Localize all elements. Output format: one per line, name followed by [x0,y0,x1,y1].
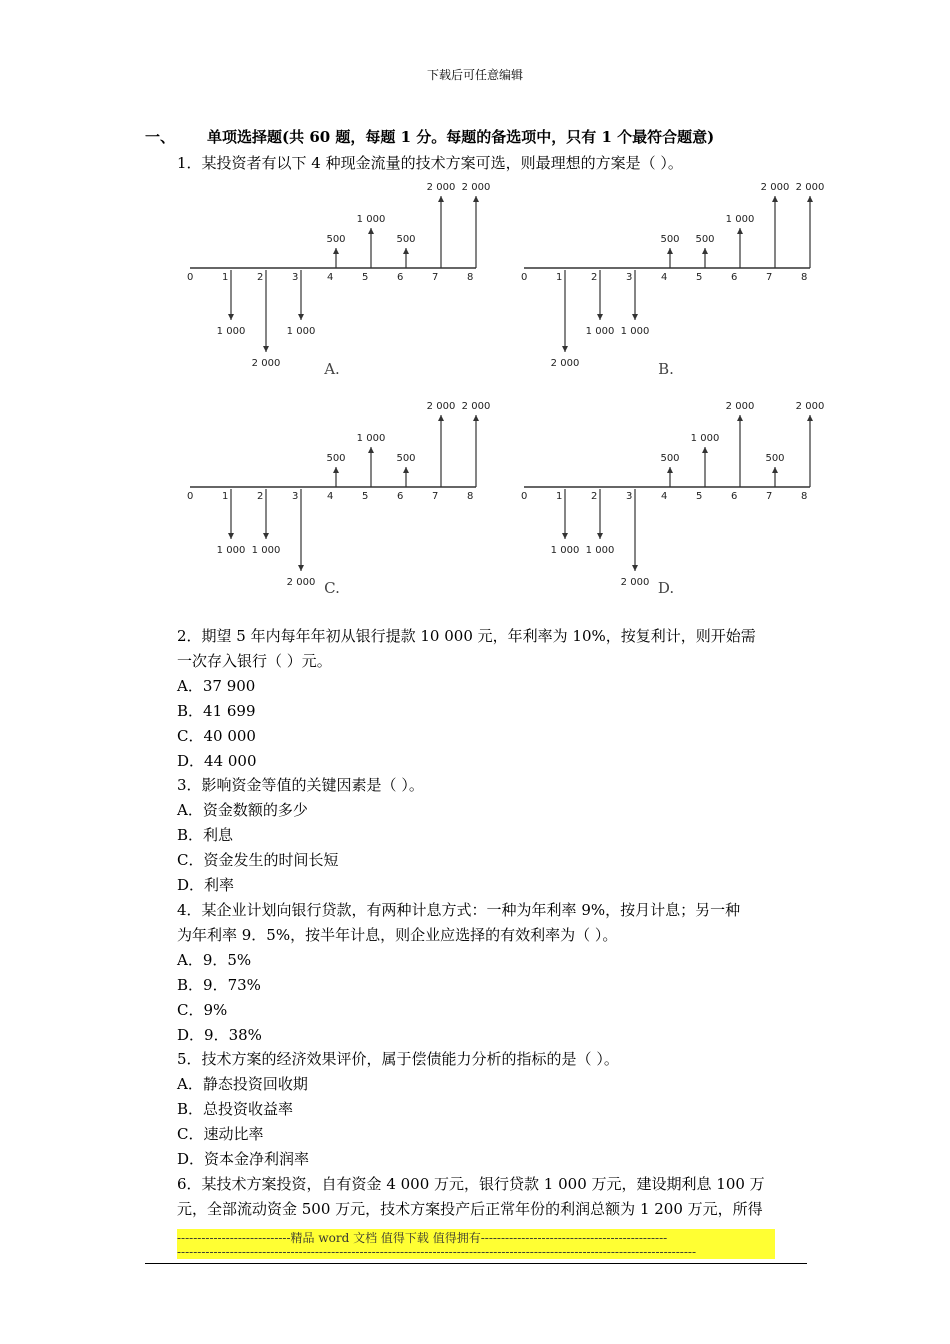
question-3-option-c: C．资金发生的时间长短 [177,851,339,869]
flow-amount-label: 2 000 [725,401,755,412]
cash-outflow-arrow [597,489,603,539]
cash-inflow-arrow [438,415,444,487]
period-label: 4 [661,491,668,502]
period-label: 0 [521,272,528,283]
cash-inflow-arrow [333,467,339,487]
period-label: 1 [556,491,563,502]
cash-outflow-arrow [228,270,234,320]
cash-inflow-arrow [772,196,778,268]
cash-outflow-arrow [632,270,638,320]
cash-inflow-arrow [403,248,409,268]
question-4-option-a: A．9．5% [177,951,252,969]
footer-banner-line-2: -------------------------------------------------------------------------------------------------------------------------------- [177,1245,775,1259]
diagram-caption: B. [658,360,674,378]
cash-outflow-arrow [228,489,234,539]
cash-outflow-arrow [298,270,304,320]
flow-amount-label: 2 000 [461,182,490,193]
cash-flow-diagram-d [514,401,824,601]
question-5-option-c: C．速动比率 [177,1125,264,1143]
flow-amount-label: 2 000 [795,401,824,412]
flow-amount-label: 500 [326,453,346,464]
question-4-option-b: B．9．73% [177,976,261,994]
flow-amount-label: 2 000 [426,401,456,412]
cash-outflow-arrow [562,489,568,539]
cash-flow-diagram-a [180,182,490,382]
flow-amount-label: 2 000 [426,182,456,193]
cash-outflow-arrow [263,270,269,352]
cash-inflow-arrow [403,467,409,487]
period-label: 1 [222,491,229,502]
cash-flow-diagram-b [514,182,824,382]
period-label: 5 [362,491,369,502]
question-4-text-line-1: 4．某企业计划向银行贷款，有两种计息方式：一种为年利率 9%，按月计息；另一种 [177,901,741,919]
cash-inflow-arrow [737,228,743,268]
question-3-option-b: B．利息 [177,826,234,844]
flow-amount-label: 1 000 [550,545,580,556]
flow-amount-label: 1 000 [356,214,386,225]
question-5-option-b: B．总投资收益率 [177,1100,294,1118]
cash-inflow-arrow [473,415,479,487]
period-label: 8 [801,491,808,502]
flow-amount-label: 1 000 [620,326,650,337]
period-label: 5 [362,272,369,283]
period-label: 8 [801,272,808,283]
period-label: 1 [222,272,229,283]
period-label: 5 [696,491,703,502]
question-2-text-line-2: 一次存入银行（ ）元。 [177,652,332,670]
flow-amount-label: 2 000 [620,577,650,588]
flow-amount-label: 2 000 [795,182,824,193]
question-6-text-line-1: 6．某技术方案投资，自有资金 4 000 万元，银行贷款 1 000 万元，建设期利息 100 万 [177,1175,765,1193]
question-4-option-d: D．9．38% [177,1026,262,1044]
question-2-option-d: D．44 000 [177,752,257,770]
period-label: 0 [521,491,528,502]
section-number: 一、 [145,128,176,146]
flow-amount-label: 1 000 [585,545,615,556]
cash-flow-diagram-c [180,401,490,601]
period-label: 4 [327,272,334,283]
footer-banner-line-1: ----------------------------精品 word 文档 值得下载 值得拥有---------------------------------------------- [177,1229,775,1246]
period-label: 7 [432,272,439,283]
flow-amount-label: 500 [326,234,346,245]
question-1-text: 1．某投资者有以下 4 种现金流量的技术方案可选，则最理想的方案是（ ）。 [177,154,683,172]
diagram-caption: D. [657,579,675,597]
period-label: 4 [661,272,668,283]
cash-inflow-arrow [473,196,479,268]
period-label: 7 [766,272,773,283]
cash-outflow-arrow [632,489,638,571]
footer-divider [145,1263,807,1264]
period-label: 3 [626,491,633,502]
flow-amount-label: 500 [660,234,680,245]
cash-inflow-arrow [807,196,813,268]
cash-inflow-arrow [737,415,743,487]
cash-inflow-arrow [702,447,708,487]
flow-amount-label: 2 000 [550,358,580,369]
question-5-text: 5．技术方案的经济效果评价，属于偿债能力分析的指标的是（ ）。 [177,1050,619,1068]
period-label: 0 [187,272,194,283]
question-6-text-line-2: 元，全部流动资金 500 万元，技术方案投产后正常年份的利润总额为 1 200 万元，所得 [177,1200,763,1218]
diagram-caption: A. [324,360,340,378]
cash-inflow-arrow [368,228,374,268]
question-4-text-line-2: 为年利率 9．5%，按半年计息，则企业应选择的有效利率为（ ）。 [177,926,618,944]
section-heading: 单项选择题(共 60 题，每题 1 分。每题的备选项中，只有 1 个最符合题意) [207,128,715,146]
period-label: 3 [292,272,299,283]
period-label: 6 [731,272,738,283]
cash-outflow-arrow [298,489,304,571]
flow-amount-label: 500 [660,453,680,464]
cash-inflow-arrow [667,248,673,268]
period-label: 5 [696,272,703,283]
period-label: 2 [591,491,598,502]
period-label: 2 [257,272,264,283]
question-2-option-c: C．40 000 [177,727,256,745]
question-2-text-line-1: 2．期望 5 年内每年年初从银行提款 10 000 元，年利率为 10%，按复利计，则开始需 [177,627,756,645]
cash-inflow-arrow [438,196,444,268]
question-4-option-c: C．9% [177,1001,228,1019]
cash-outflow-arrow [597,270,603,320]
flow-amount-label: 500 [396,453,416,464]
flow-amount-label: 1 000 [216,545,246,556]
period-label: 3 [626,272,633,283]
cash-inflow-arrow [772,467,778,487]
flow-amount-label: 500 [765,453,785,464]
cash-inflow-arrow [333,248,339,268]
period-label: 7 [766,491,773,502]
question-3-text: 3．影响资金等值的关键因素是（ ）。 [177,776,424,794]
question-3-option-a: A．资金数额的多少 [177,801,308,819]
flow-amount-label: 2 000 [760,182,790,193]
cash-inflow-arrow [807,415,813,487]
question-5-option-d: D．资本金净利润率 [177,1150,310,1168]
section-title [145,126,714,147]
cash-outflow-arrow [263,489,269,539]
period-label: 2 [591,272,598,283]
question-2-option-a: A．37 900 [177,677,256,695]
flow-amount-label: 500 [396,234,416,245]
period-label: 0 [187,491,194,502]
period-label: 8 [467,491,474,502]
flow-amount-label: 1 000 [216,326,246,337]
page-header: 下载后可任意编辑 [426,68,523,82]
question-2-option-b: B．41 699 [177,702,256,720]
flow-amount-label: 2 000 [286,577,316,588]
period-label: 4 [327,491,334,502]
flow-amount-label: 2 000 [251,358,281,369]
period-label: 3 [292,491,299,502]
diagram-caption: C. [324,579,340,597]
flow-amount-label: 1 000 [725,214,755,225]
flow-amount-label: 1 000 [356,433,386,444]
question-3-option-d: D．利率 [177,876,235,894]
flow-amount-label: 500 [695,234,715,245]
flow-amount-label: 1 000 [690,433,720,444]
period-label: 6 [397,272,404,283]
period-label: 7 [432,491,439,502]
flow-amount-label: 1 000 [585,326,615,337]
cash-inflow-arrow [702,248,708,268]
period-label: 1 [556,272,563,283]
period-label: 8 [467,272,474,283]
flow-amount-label: 2 000 [461,401,490,412]
cash-inflow-arrow [368,447,374,487]
flow-amount-label: 1 000 [286,326,316,337]
period-label: 6 [397,491,404,502]
flow-amount-label: 1 000 [251,545,281,556]
cash-inflow-arrow [667,467,673,487]
period-label: 6 [731,491,738,502]
question-5-option-a: A．静态投资回收期 [177,1075,308,1093]
cash-outflow-arrow [562,270,568,352]
period-label: 2 [257,491,264,502]
